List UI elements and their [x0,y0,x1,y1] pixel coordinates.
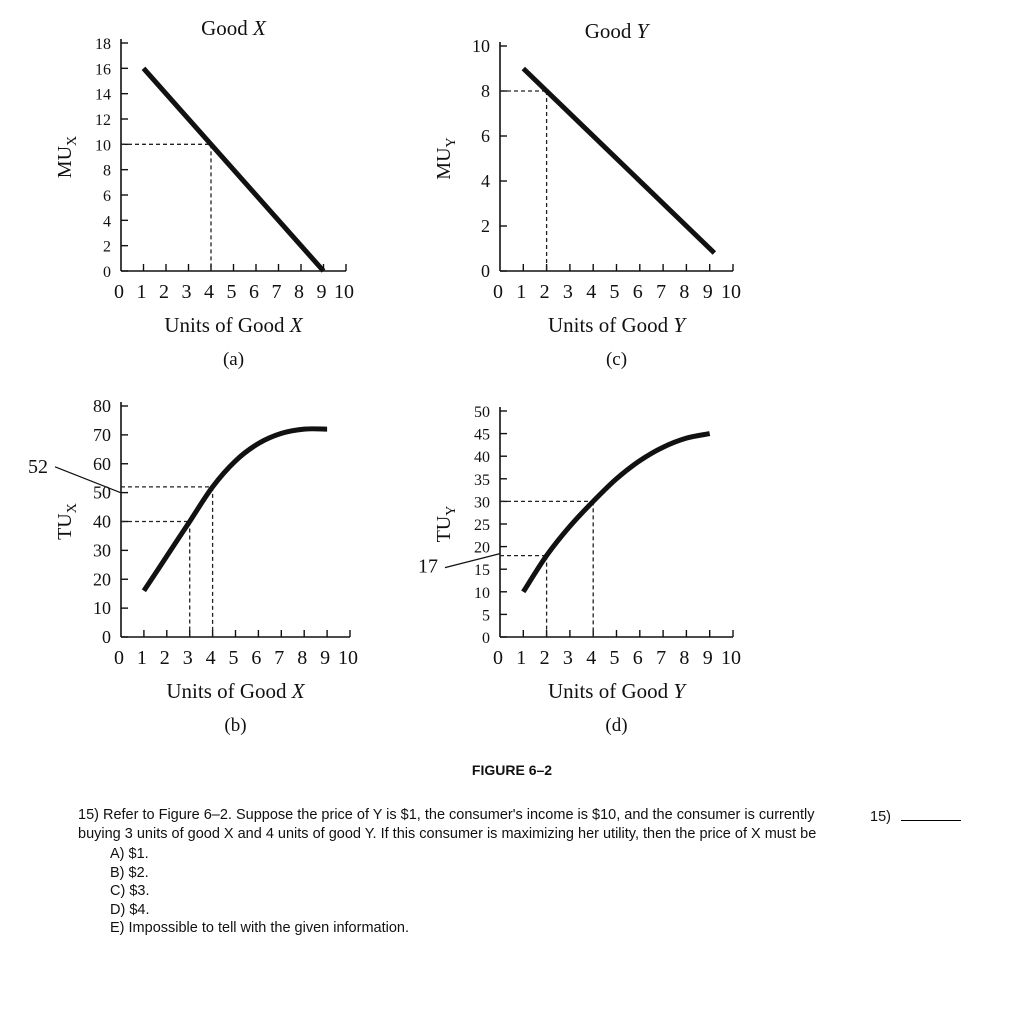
chart-a-x-tick-label: 9 [316,281,327,303]
choice-d[interactable]: D) $4. [110,901,150,918]
chart-b-x-tick-label: 8 [297,647,308,669]
chart-c-x-tick-label: 9 [702,281,713,303]
chart-a-y-tick-label: 14 [95,86,111,104]
chart-b-y-tick-label: 70 [93,424,111,445]
chart-b-y-tick-label: 80 [93,396,111,416]
chart-a-x-tick-label: 1 [136,281,147,303]
chart-d-y-tick-label: 0 [482,630,490,647]
chart-b-x-tick-label: 7 [274,647,285,669]
chart-c-ylabel: $MU_Y$ [433,137,459,180]
chart-b-x-tick-label: 1 [136,647,147,669]
chart-b-callout-label: 52 [28,455,48,478]
chart-d-y-tick-label: 20 [474,539,490,557]
chart-b-series-line [144,429,327,591]
question-block [78,806,1018,938]
chart-a-x-tick-label: 6 [249,281,259,303]
chart-d-xlabel: Units of Good Y [547,679,686,703]
chart-d-y-tick-label: 10 [474,584,490,602]
chart-d-x-tick-label: 1 [516,647,527,669]
chart-d-panel-label: (d) [605,715,628,736]
chart-d-x-tick-label: 10 [721,647,741,669]
chart-b-x-tick-label: 6 [251,647,262,669]
chart-a-x-tick-label: 7 [271,281,282,303]
chart-b-x-tick-label: 5 [228,647,239,669]
chart-a-x-tick-label: 2 [159,281,169,303]
chart-b-y-tick-label: 40 [93,511,111,532]
chart-c-title: Good Y [584,19,649,43]
chart-a-y-tick-label: 6 [103,188,111,205]
chart-c-x-tick-label: 10 [721,281,741,303]
chart-c-x-tick-label: 7 [656,281,667,303]
chart-a-y-tick-label: 10 [95,137,111,155]
question-side-number: 15) [870,809,891,825]
chart-a-panel-label: (a) [222,349,245,370]
chart-b-panel-label: (b) [224,715,247,736]
chart-c-y-tick-label: 6 [481,126,490,146]
chart-a-xlabel: Units of Good X [164,313,303,337]
chart-c-y-tick-label: 0 [481,261,490,281]
chart-d-x-tick-label: 9 [702,647,713,669]
answer-blank-area [870,806,961,827]
chart-d-x-tick-label: 5 [609,647,620,669]
chart-b-x-tick-label: 9 [320,647,331,669]
chart-c-x-tick-label: 8 [679,281,690,303]
chart-a-x-tick-label: 0 [114,281,124,303]
answer-choices [110,845,1018,938]
question-text: 15) Refer to Figure 6–2. Suppose the price of Y is $1, the consumer's income is $10, and the consumer is currently buying 3 units of good X and 4 units of good Y. If this consumer is maximizing her utility, then the price of X must be [78,807,817,842]
chart-d-x-tick-label: 2 [539,647,550,669]
chart-c-y-tick-label: 4 [481,171,490,191]
chart-d-y-tick-label: 40 [474,449,490,467]
chart-d-x-tick-label: 3 [562,647,573,669]
choice-b[interactable]: B) $2. [110,864,149,881]
chart-b-x-tick-label: 0 [114,647,124,669]
chart-a-x-tick-label: 4 [204,281,214,303]
chart-d-y-tick-label: 5 [482,607,490,625]
chart-a-series-line [144,68,324,271]
chart-a-title: Good X [201,16,266,40]
chart-c-series-line [523,69,714,254]
chart-d-y-tick-label: 30 [474,494,490,512]
chart-a-x-tick-label: 3 [181,281,192,303]
choice-e[interactable]: E) Impossible to tell with the given information. [110,920,409,936]
chart-d-y-tick-label: 15 [474,562,490,580]
chart-d-x-tick-label: 8 [679,647,690,669]
chart-c-y-tick-label: 10 [472,36,490,56]
chart-c-xlabel: Units of Good Y [547,313,686,337]
chart-c-x-tick-label: 6 [632,281,643,303]
chart-b-y-tick-label: 10 [93,598,111,619]
chart-b-x-tick-label: 3 [182,647,193,669]
chart-a-y-tick-label: 18 [95,36,111,53]
chart-b-callout-line [55,467,121,493]
chart-a-x-tick-label: 8 [294,281,304,303]
chart-b-x-tick-label: 10 [338,647,358,669]
chart-c-x-tick-label: 4 [586,281,597,303]
chart-d-callout-line [445,554,500,568]
choice-a[interactable]: A) $1. [110,846,149,862]
chart-b-ylabel: $TU_X$ [54,503,80,540]
chart-d-x-tick-label: 6 [632,647,643,669]
chart-b-x-tick-label: 4 [205,647,216,669]
chart-b-x-tick-label: 2 [159,647,170,669]
chart-c-y-tick-label: 8 [481,81,490,101]
chart-b-y-tick-label: 0 [102,627,111,647]
chart-a-y-tick-label: 0 [103,264,111,281]
chart-d-x-tick-label: 4 [586,647,597,669]
chart-d-callout-label: 17 [418,555,438,578]
chart-c-y-tick-label: 2 [481,216,490,236]
chart-b-xlabel: Units of Good X [166,679,305,703]
chart-b-y-tick-label: 30 [93,540,111,561]
chart-d-ylabel: $TU_Y$ [433,505,459,543]
chart-a-x-tick-label: 10 [334,281,354,303]
chart-a-x-tick-label: 5 [226,281,237,303]
chart-b-y-tick-label: 50 [93,482,111,503]
chart-d-y-tick-label: 50 [474,404,490,421]
chart-a-y-tick-label: 4 [103,213,111,231]
chart-d-x-tick-label: 0 [493,647,503,669]
chart-d-y-tick-label: 25 [474,517,490,534]
answer-blank[interactable] [901,806,961,821]
choice-c[interactable]: C) $3. [110,883,150,899]
chart-a-y-tick-label: 16 [95,61,111,79]
chart-d-x-tick-label: 7 [656,647,667,669]
chart-c-x-tick-label: 0 [493,281,503,303]
chart-a-y-tick-label: 2 [103,238,111,256]
chart-c-x-tick-label: 1 [516,281,527,303]
chart-c-x-tick-label: 5 [609,281,620,303]
chart-a-ylabel: $MU_X$ [54,135,80,179]
figure-title: FIGURE 6–2 [471,762,553,778]
chart-c-x-tick-label: 3 [562,281,573,303]
chart-b-y-tick-label: 60 [93,453,111,474]
chart-b-y-tick-label: 20 [93,569,111,590]
chart-c-x-tick-label: 2 [539,281,550,303]
chart-d-y-tick-label: 45 [474,426,490,444]
chart-d-series-line [523,434,709,592]
chart-c-panel-label: (c) [605,349,628,370]
chart-d-y-tick-label: 35 [474,471,490,489]
chart-a-y-tick-label: 12 [95,112,111,129]
chart-a-y-tick-label: 8 [103,162,111,180]
